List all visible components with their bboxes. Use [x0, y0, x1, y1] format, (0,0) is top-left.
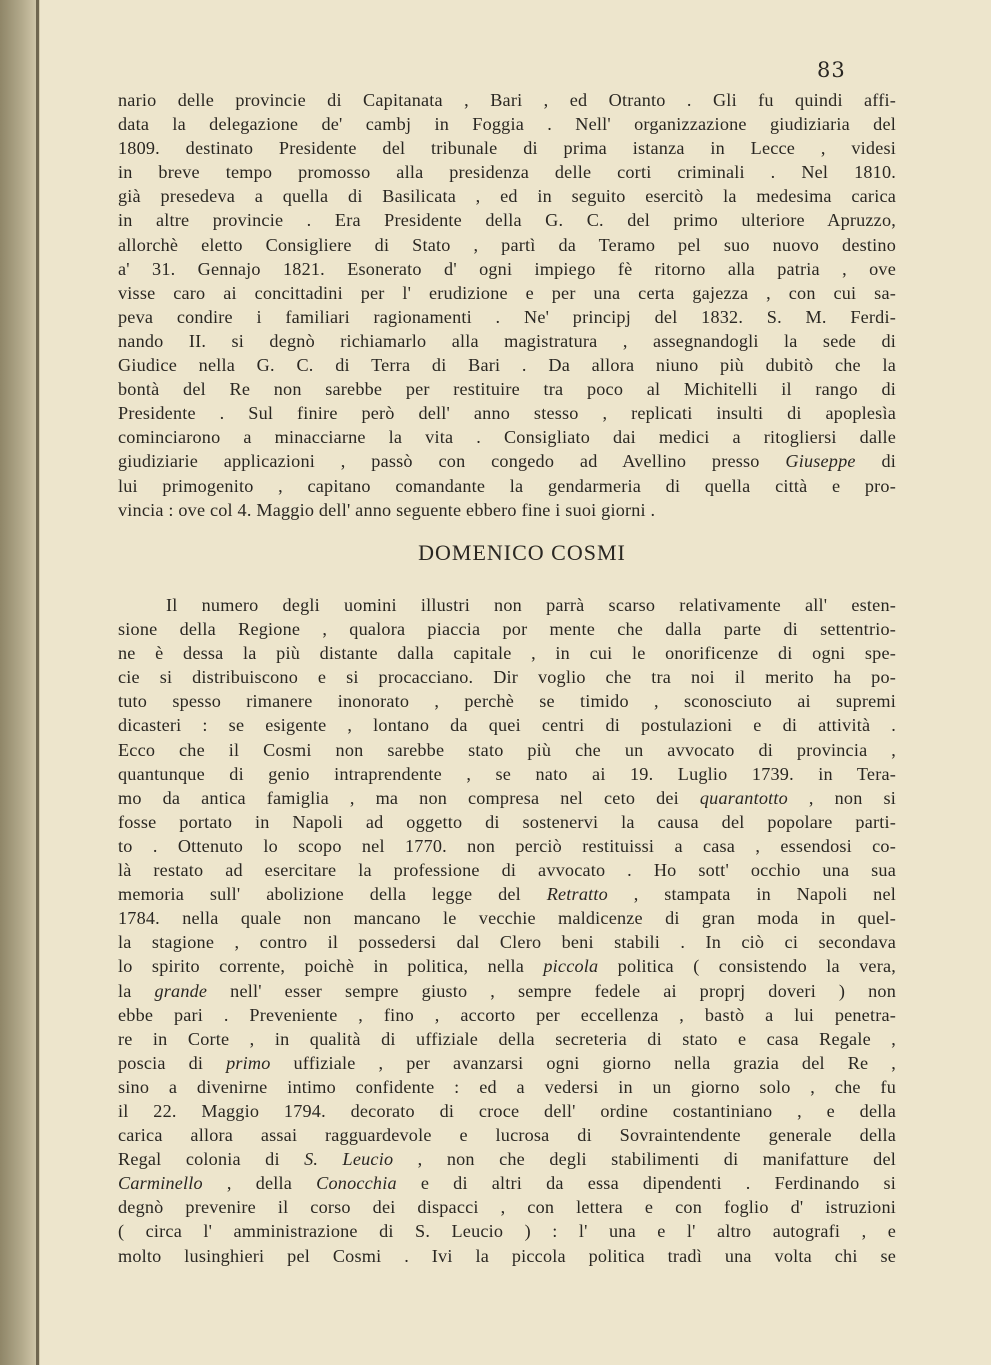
- text-line: Presidente . Sul finire però dell' anno stesso , replicati insulti di apoplesìa: [118, 403, 896, 424]
- biography-paragraph-cosmi: [118, 593, 896, 1268]
- text-line: lo spirito corrente, poichè in politica, nella piccola politica ( consistendo la vera,: [118, 956, 896, 977]
- text-line: sino a divenirne intimo confidente : ed a vedersi in un giorno solo , che fu: [118, 1076, 896, 1097]
- text-line: lui primogenito , capitano comandante la gendarmeria di quella città e pro-: [118, 475, 896, 496]
- text-line: visse caro ai concittadini per l' erudizione e per una certa gajezza , con cui sa-: [118, 282, 896, 303]
- text-line: 1809. destinato Presidente del tribunale di prima istanza in Lecce , videsi: [118, 138, 896, 159]
- text-line: cominciarono a minacciarne la vita . Consigliato dai medici a ritogliersi dalle: [118, 427, 896, 448]
- text-line: Giudice nella G. C. di Terra di Bari . Da allora niuno più dubitò che la: [118, 355, 896, 376]
- text-line: cie si distribuiscono e si procacciano. Dir voglio che tra noi il merito ha po-: [118, 667, 896, 688]
- text-line: nario delle provincie di Capitanata , Bari , ed Otranto . Gli fu quindi affi-: [118, 90, 896, 110]
- book-gutter: [0, 0, 40, 1365]
- text-line: là restato ad esercitare la professione di avvocato . Ho sott' occhio una sua: [118, 860, 896, 881]
- text-line: data la delegazione de' cambj in Foggia . Nell' organizzazione giudiziaria del: [118, 114, 896, 135]
- page-number: 83: [817, 58, 846, 82]
- text-line: memoria sull' abolizione della legge del Retratto , stampata in Napoli nel: [118, 884, 896, 905]
- text-line: in breve tempo promosso alla presidenza delle corti criminali . Nel 1810.: [118, 162, 896, 183]
- text-line: peva condire i familiari ragionamenti . Ne' principj del 1832. S. M. Ferdi-: [118, 306, 896, 327]
- text-line: 1784. nella quale non mancano le vecchie maldicenze di gran moda in quel-: [118, 908, 896, 929]
- text-line: vincia : ove col 4. Maggio dell' anno seguente ebbero fine i suoi giorni .: [118, 499, 656, 520]
- text-line: ne è dessa la più distante dalla capitale , in cui le onorificenze di ogni spe-: [118, 643, 896, 664]
- text-line: giudiziarie applicazioni , passò con congedo ad Avellino presso Giuseppe di: [118, 451, 896, 472]
- text-line: molto lusinghieri pel Cosmi . Ivi la piccola politica tradì una volta chi se: [118, 1245, 896, 1266]
- text-line: in altre provincie . Era Presidente della G. C. del primo ulteriore Apruzzo,: [118, 210, 896, 231]
- book-spine: [36, 0, 39, 1365]
- text-line: mo da antica famiglia , ma non compresa nel ceto dei quarantotto , non si: [118, 787, 896, 808]
- text-line: Regal colonia di S. Leucio , non che degli stabilimenti di manifatture del: [118, 1149, 896, 1170]
- text-line: bontà del Re non sarebbe per restituire tra poco al Michitelli il rango di: [118, 379, 896, 400]
- text-line: quantunque di genio intraprendente , se nato ai 19. Luglio 1739. in Tera-: [118, 763, 896, 784]
- text-line: a' 31. Gennajo 1821. Esonerato d' ogni impiego fè ritorno alla patria , ove: [118, 258, 896, 279]
- text-line: il 22. Maggio 1794. decorato di croce dell' ordine costantiniano , e della: [118, 1100, 896, 1121]
- text-line: poscia di primo uffiziale , per avanzarsi ogni giorno nella grazia del Re ,: [118, 1052, 896, 1073]
- text-line: tuto spesso rimanere inonorato , perchè se timido , sconosciuto ai supremi: [118, 691, 896, 712]
- text-line: la grande nell' esser sempre giusto , sempre fedele ai proprj doveri ) non: [118, 980, 896, 1001]
- text-line: già presedeva a quella di Basilicata , ed in seguito esercitò la medesima carica: [118, 186, 896, 207]
- text-line: re in Corte , in qualità di uffiziale della secreteria di stato e casa Regale ,: [118, 1028, 896, 1049]
- text-line: degnò prevenire il corso dei dispacci , con lettera e con foglio d' istruzioni: [118, 1197, 896, 1218]
- text-line: dicasteri : se esigente , lontano da quei centri di postulazioni e di attività .: [118, 715, 896, 736]
- text-line: Il numero degli uomini illustri non parrà scarso relativamente all' esten-: [166, 595, 896, 615]
- text-line: Ecco che il Cosmi non sarebbe stato più che un avvocato di provincia ,: [118, 739, 896, 760]
- book-page: [40, 0, 991, 1365]
- text-line: carica allora assai ragguardevole e lucrosa di Sovraintendente generale della: [118, 1125, 896, 1146]
- text-line: sione della Regione , qualora piaccia por mente che dalla parte di settentrio-: [118, 619, 896, 640]
- text-line: to . Ottenuto lo scopo nel 1770. non perciò restituissi a casa , essendosi co-: [118, 835, 896, 856]
- text-line: allorchè eletto Consigliere di Stato , partì da Teramo pel suo nuovo destino: [118, 234, 896, 255]
- biography-paragraph-michitelli: [118, 88, 896, 522]
- text-line: fosse portato in Napoli ad oggetto di sostenervi la causa del popolare parti-: [118, 811, 896, 832]
- text-line: ebbe pari . Preveniente , fino , accorto per eccellenza , bastò a lui penetra-: [118, 1004, 896, 1025]
- section-heading: DOMENICO COSMI: [418, 540, 626, 565]
- text-line: la stagione , contro il possedersi dal Clero beni stabili . In ciò ci secondava: [118, 932, 896, 953]
- text-line: nando II. si degnò richiamarlo alla magistratura , assegnandogli la sede di: [118, 330, 896, 351]
- text-line: Carminello , della Conocchia e di altri da essa dipendenti . Ferdinando si: [118, 1173, 896, 1194]
- text-line: ( circa l' amministrazione di S. Leucio ) : l' una e l' altro autografi , e: [118, 1221, 896, 1242]
